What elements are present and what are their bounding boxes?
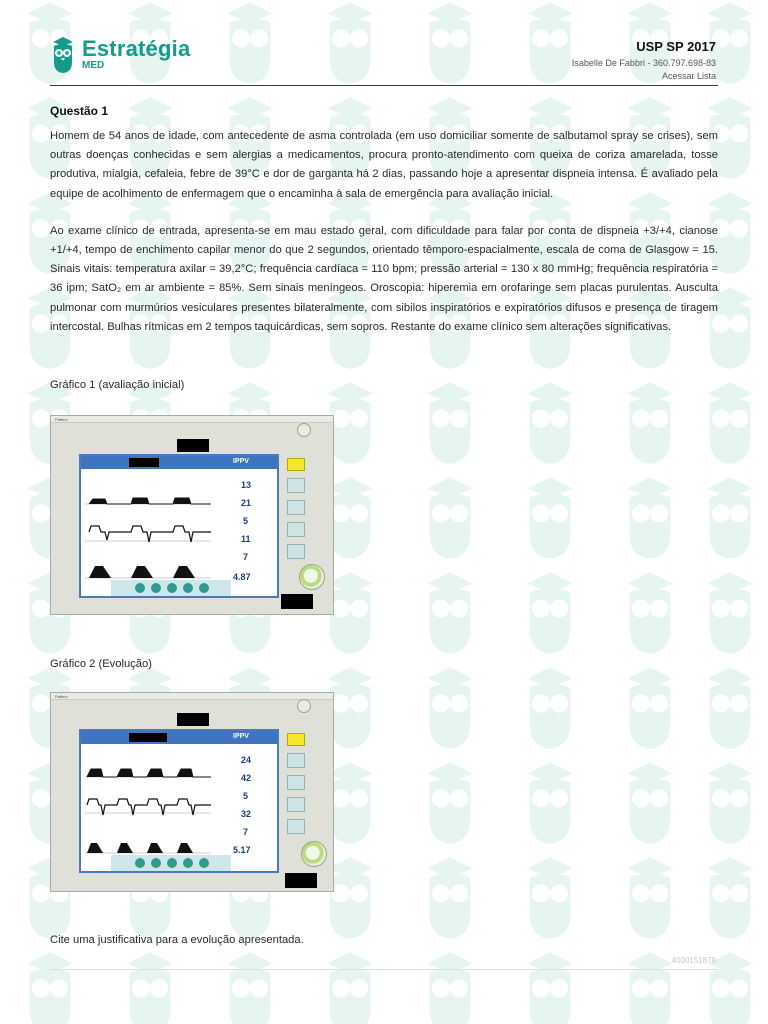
question-paragraph-1: Homem de 54 anos de idade, com antecedente de asma controlada (em uso domiciliar somente de salbutamol spray se crises), sem outras doenças conhecidas e sem alergias a medicamentos, procura pronto-atendimento com queixa de coriza amarelada, tosse produtiva, mialgia, cefaleia, febre de 39°C e dor de garganta há 2 dias, passando hoje a apresentar dispneia intensa. É avaliado pela equipe de acolhimento de enfermagem que o encaminha à sala de emergência para avaliação inicial.	[50, 130, 718, 200]
ventilator-image-2	[50, 692, 334, 892]
side-button[interactable]	[287, 500, 305, 515]
control-button[interactable]	[183, 583, 193, 593]
watermark-owl-icon	[700, 380, 760, 466]
question-paragraph-2: Ao exame clínico de entrada, apresenta-se em mau estado geral, com dificuldade para falar por conta de dispneia +3/+4, cianose +1/+4, tempo de enchimento capilar menor do que 2 segundos, orientado têmporo-espacialmente, escala de coma de Glasgow = 15. Sinais vitais: temperatura axilar = 39,2°C; frequência cardíaca = 110 bpm; pressão arterial = 130 x 80 mmHg; frequência respiratória = 36 ipm; SatO₂ em ar ambiente = 85%. Sem sinais meníngeos. Oroscopia: hiperemia em orofaringe sem placas purulentas. Ausculta pulmonar com murmúrios vesiculares presentes bilateralmente, com sibilos inspiratórios e expiratórios difusos e presença de tiragem intercostal. Bulhas rítmicas em 2 tempos taquicárdicas, sem sopros. Restante do exame clínico sem alterações significativas.	[50, 224, 718, 333]
waveform-traces	[85, 474, 211, 584]
mode-label: IPPV	[233, 458, 249, 465]
ventilator-screen	[79, 454, 279, 598]
vent-value-6: 4.87	[233, 572, 251, 582]
alarm-button[interactable]	[287, 458, 305, 471]
redaction-box	[281, 594, 313, 609]
watermark-owl-icon	[520, 950, 580, 1024]
brand-logo[interactable]	[50, 36, 190, 74]
control-button[interactable]	[167, 858, 177, 868]
rotary-knob[interactable]	[301, 841, 327, 867]
control-button[interactable]	[199, 583, 209, 593]
redaction-box	[285, 873, 317, 888]
power-knob[interactable]	[297, 699, 311, 713]
watermark-owl-icon	[420, 570, 480, 656]
document-id: 4000151879	[671, 956, 716, 965]
vent-value-3: 5	[243, 516, 249, 526]
access-list-link[interactable]: Acessar Lista	[661, 71, 716, 81]
watermark-owl-icon	[620, 855, 680, 941]
watermark-owl-icon	[420, 855, 480, 941]
watermark-owl-icon	[420, 950, 480, 1024]
side-button[interactable]	[287, 544, 305, 559]
brand-sub: MED	[82, 60, 105, 71]
vent-value-4: 32	[241, 809, 252, 819]
side-button[interactable]	[287, 819, 305, 834]
rotary-knob[interactable]	[299, 564, 325, 590]
redaction-box	[129, 733, 167, 742]
side-button[interactable]	[287, 797, 305, 812]
control-button[interactable]	[199, 858, 209, 868]
brand-name: Estratégia	[82, 36, 191, 61]
watermark-owl-icon	[620, 760, 680, 846]
vent-value-1: 13	[241, 480, 252, 490]
watermark-owl-icon	[620, 475, 680, 561]
watermark-owl-icon	[700, 475, 760, 561]
vent-value-2: 42	[241, 773, 252, 783]
redaction-box	[177, 439, 209, 452]
watermark-owl-icon	[420, 665, 480, 751]
ventilator-screen	[79, 729, 279, 873]
vent-value-5: 7	[243, 827, 249, 837]
watermark-owl-icon	[620, 570, 680, 656]
control-button[interactable]	[151, 858, 161, 868]
control-button[interactable]	[135, 858, 145, 868]
vent-value-3: 5	[243, 791, 249, 801]
watermark-owl-icon	[20, 950, 80, 1024]
vent-value-4: 11	[241, 534, 251, 544]
graph-1-caption: Gráfico 1 (avaliação inicial)	[50, 379, 185, 391]
watermark-owl-icon	[700, 665, 760, 751]
watermark-owl-icon	[520, 855, 580, 941]
ventilator-image-1	[50, 415, 334, 615]
question-prompt: Cite uma justificativa para a evolução apresentada.	[50, 934, 304, 946]
graph-2-caption: Gráfico 2 (Evolução)	[50, 658, 152, 670]
watermark-owl-icon	[420, 380, 480, 466]
side-button[interactable]	[287, 478, 305, 493]
vent-value-2: 21	[241, 498, 252, 508]
vent-value-6: 5.17	[233, 845, 251, 855]
power-knob[interactable]	[297, 423, 311, 437]
control-button[interactable]	[151, 583, 161, 593]
waveform-traces	[85, 749, 211, 859]
redaction-box	[129, 458, 159, 467]
control-button[interactable]	[167, 583, 177, 593]
vent-value-5: 7	[243, 552, 249, 562]
mode-label: IPPV	[233, 733, 249, 740]
watermark-owl-icon	[700, 855, 760, 941]
page-header	[50, 36, 718, 86]
side-button[interactable]	[287, 522, 305, 537]
watermark-owl-icon	[520, 475, 580, 561]
owl-logo-icon	[50, 36, 76, 74]
alarm-button[interactable]	[287, 733, 305, 746]
watermark-owl-icon	[420, 760, 480, 846]
watermark-owl-icon	[700, 570, 760, 656]
control-button[interactable]	[183, 858, 193, 868]
side-button[interactable]	[287, 753, 305, 768]
exam-title: USP SP 2017	[636, 39, 716, 54]
vent-value-1: 24	[241, 755, 252, 765]
control-button[interactable]	[135, 583, 145, 593]
question-content	[50, 104, 718, 337]
watermark-owl-icon	[520, 570, 580, 656]
watermark-owl-icon	[320, 950, 380, 1024]
watermark-owl-icon	[620, 380, 680, 466]
user-info: Isabelle De Fabbri - 360.797.698-83	[571, 58, 716, 68]
watermark-owl-icon	[220, 950, 280, 1024]
watermark-owl-icon	[420, 475, 480, 561]
redaction-box	[177, 713, 209, 726]
question-title: Questão 1	[50, 104, 109, 118]
footer-divider	[50, 969, 718, 970]
window-titlebar: Pattern	[51, 693, 333, 700]
side-button[interactable]	[287, 775, 305, 790]
watermark-owl-icon	[620, 665, 680, 751]
watermark-owl-icon	[700, 760, 760, 846]
watermark-owl-icon	[520, 380, 580, 466]
watermark-owl-icon	[520, 665, 580, 751]
watermark-owl-icon	[120, 950, 180, 1024]
watermark-owl-icon	[520, 760, 580, 846]
window-titlebar: Pattern	[51, 416, 333, 423]
